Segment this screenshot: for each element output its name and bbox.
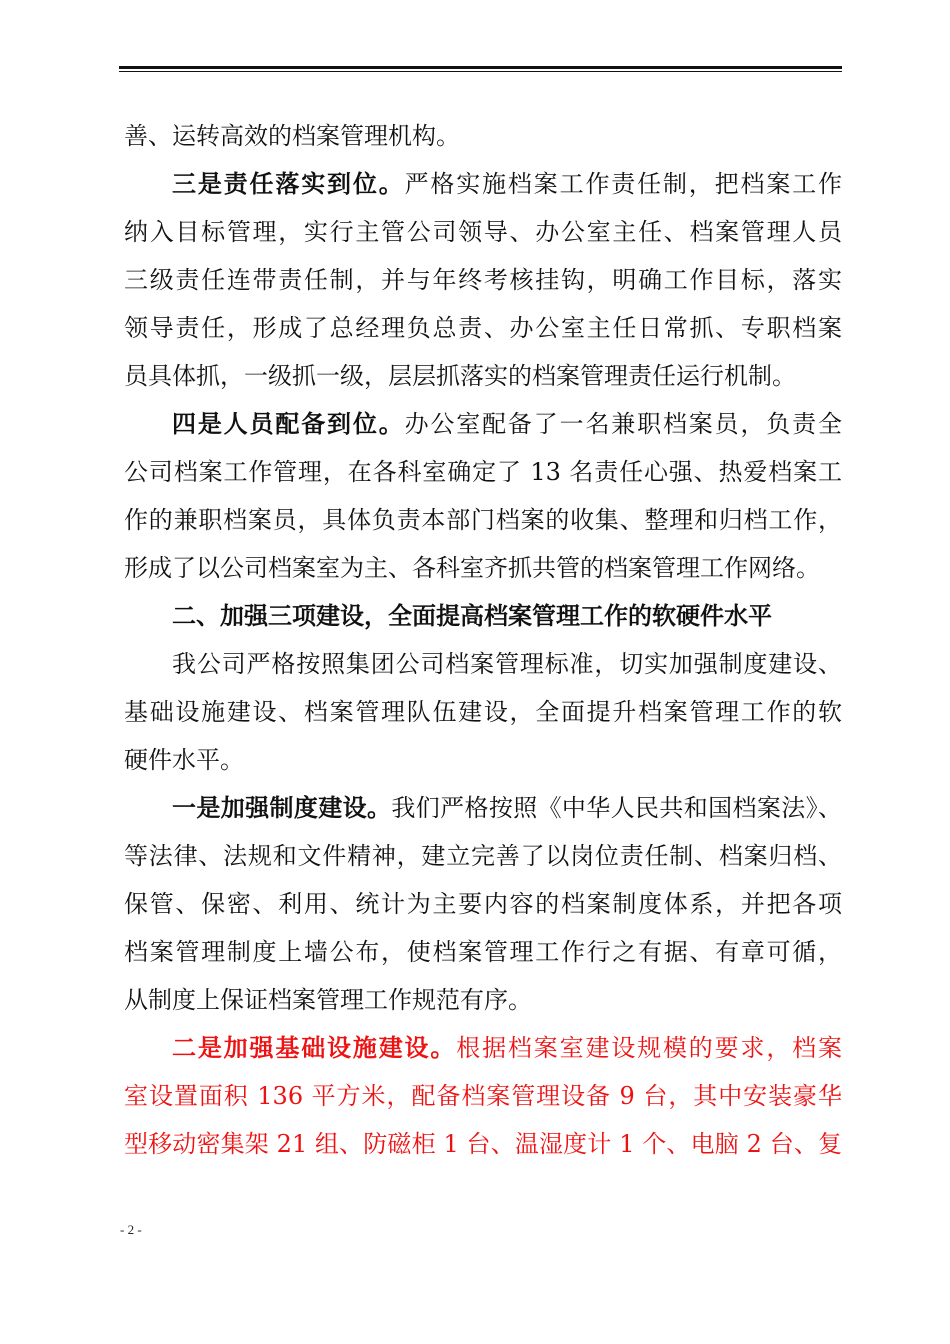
text-line: 善、运转高效的档案管理机构。	[124, 122, 460, 150]
text-line: 公司档案工作管理，在各科室确定了 13 名责任心强、热爱档案工	[124, 458, 842, 486]
highlighted-line: 型移动密集架 21 组、防磁柜 1 台、温湿度计 1 个、电脑 2 台、复	[124, 1130, 842, 1158]
text-line: 等法律、法规和文件精神，建立完善了以岗位责任制、档案归档、	[124, 842, 842, 870]
text-line: 硬件水平。	[124, 746, 244, 774]
text-line: 员具体抓，一级抓一级，层层抓落实的档案管理责任运行机制。	[124, 362, 796, 390]
text-line: 三级责任连带责任制，并与年终考核挂钩，明确工作目标，落实	[124, 266, 842, 294]
text-line: 形成了以公司档案室为主、各科室齐抓共管的档案管理工作网络。	[124, 554, 820, 582]
page-number: - 2 -	[120, 1222, 142, 1237]
text-line: 纳入目标管理，实行主管公司领导、办公室主任、档案管理人员	[124, 218, 842, 246]
text-line: 作的兼职档案员，具体负责本部门档案的收集、整理和归档工作，	[124, 506, 842, 534]
text-line: 保管、保密、利用、统计为主要内容的档案制度体系，并把各项	[124, 890, 842, 918]
section-heading: 二、加强三项建设，全面提高档案管理工作的软硬件水平	[172, 601, 772, 630]
text-line: 领导责任，形成了总经理负总责、办公室主任日常抓、专职档案	[124, 314, 842, 342]
text-line: 我公司严格按照集团公司档案管理标准，切实加强制度建设、	[172, 650, 842, 678]
text-line: 档案管理制度上墙公布，使档案管理工作行之有据、有章可循，	[124, 938, 842, 966]
text-line: 四是人员配备到位。办公室配备了一名兼职档案员，负责全	[172, 409, 842, 438]
header-rule-thick	[119, 66, 842, 69]
text-line: 一是加强制度建设。我们严格按照《中华人民共和国档案法》、	[172, 793, 842, 822]
text-line: 从制度上保证档案管理工作规范有序。	[124, 986, 532, 1014]
header-rule-thin	[119, 71, 842, 72]
text-line: 三是责任落实到位。严格实施档案工作责任制，把档案工作	[172, 169, 842, 198]
document-body	[124, 112, 842, 1168]
highlighted-line: 二是加强基础设施建设。根据档案室建设规模的要求，档案	[172, 1033, 842, 1062]
text-line: 基础设施建设、档案管理队伍建设，全面提升档案管理工作的软	[124, 698, 842, 726]
highlighted-line: 室设置面积 136 平方米，配备档案管理设备 9 台，其中安装豪华	[124, 1082, 842, 1110]
